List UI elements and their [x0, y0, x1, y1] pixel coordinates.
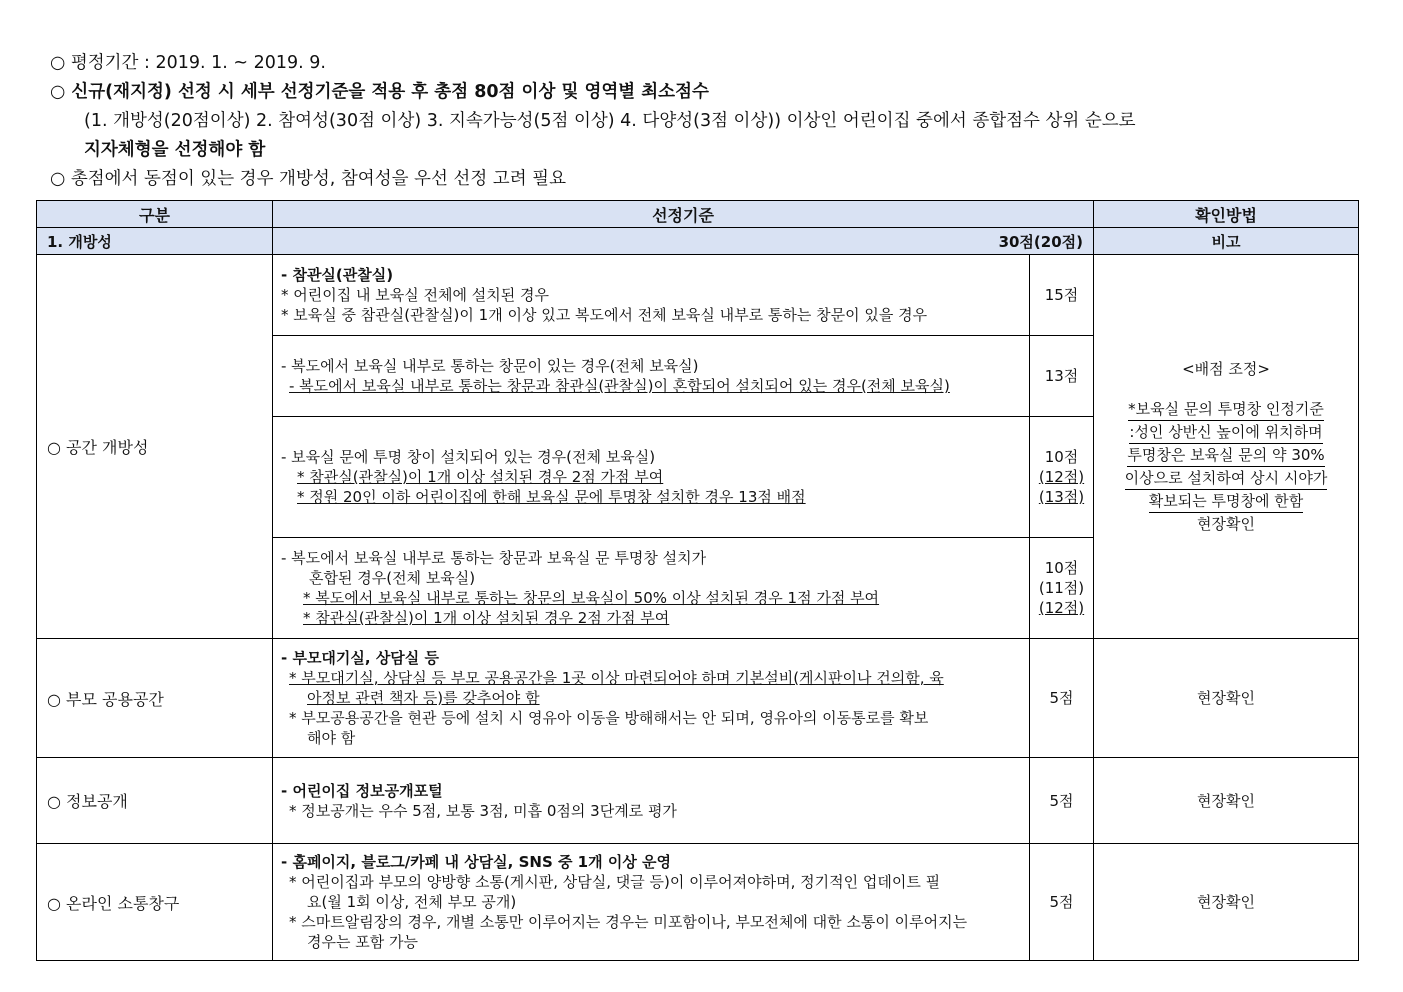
confirm-line: 투명창은 보육실 문의 약 30%	[1127, 444, 1324, 467]
criteria-line: * 부모대기실, 상담실 등 부모 공용공간을 1곳 이상 마련되어야 하며 기본설비(게시판이나 건의함, 육	[289, 669, 944, 687]
intro-criteria-detail: (1. 개방성(20점이상) 2. 참여성(30점 이상) 3. 지속가능성(5점 이상) 4. 다양성(3점 이상)) 이상인 어린이집 중에서 종합점수 상위 순으로	[84, 111, 1136, 131]
table-row	[37, 758, 1359, 844]
confirm-line: 이상으로 설치하여 상시 시야가	[1125, 467, 1328, 490]
score-value: (11점)	[1038, 579, 1085, 597]
criteria-cell	[273, 538, 1030, 639]
criteria-line: 요(월 1회 이상, 전체 부모 공개)	[307, 893, 517, 911]
score-value: 10점	[1044, 559, 1079, 577]
criteria-title: - 부모대기실, 상담실 등	[281, 649, 440, 667]
confirm-line: 확보되는 투명창에 한함	[1149, 490, 1303, 513]
table-row	[37, 255, 1359, 336]
criteria-line: * 스마트알림장의 경우, 개별 소통만 이루어지는 경우는 미포함이나, 부모전체에 대한 소통이 이루어지는	[289, 913, 968, 931]
criteria-title: - 참관실(관찰실)	[281, 266, 394, 284]
table-row	[37, 639, 1359, 758]
criteria-title: - 어린이집 정보공개포털	[281, 781, 443, 800]
criteria-cell	[273, 639, 1030, 758]
score-cell: 15점	[1030, 255, 1094, 336]
criteria-line: * 참관실(관찰실)이 1개 이상 설치된 경우 2점 가점 부여	[297, 468, 664, 486]
criteria-line: 아정보 관련 책자 등)를 갖추어야 함	[307, 689, 540, 707]
confirm-cell: 현장확인	[1094, 844, 1359, 961]
score-cell: 13점	[1030, 336, 1094, 417]
criteria-line: - 복도에서 보육실 내부로 통하는 창문과 참관실(관찰실)이 혼합되어 설치되어 있는 경우(전체 보육실)	[289, 377, 950, 395]
score-cell: 5점	[1030, 844, 1094, 961]
section-points: 30점(20점)	[273, 228, 1094, 255]
criteria-line: 해야 함	[307, 729, 356, 747]
confirm-method: 현장확인	[1197, 515, 1255, 533]
criteria-cell	[273, 336, 1030, 417]
section-name: 1. 개방성	[37, 228, 273, 255]
category-info: ○ 정보공개	[37, 758, 273, 844]
confirm-line: :성인 상반신 높이에 위치하며	[1129, 421, 1322, 444]
criteria-cell	[273, 417, 1030, 538]
criteria-line: * 정원 20인 이하 어린이집에 한해 보육실 문에 투명창 설치한 경우 13점 배점	[297, 488, 806, 506]
score-cell	[1030, 538, 1094, 639]
intro-block	[50, 49, 1370, 194]
score-cell: 5점	[1030, 758, 1094, 844]
confirm-cell: 현장확인	[1094, 758, 1359, 844]
confirm-note: <배점 조정>	[1182, 360, 1270, 378]
header-criteria: 선정기준	[273, 201, 1094, 228]
score-value: (12점)	[1038, 468, 1085, 486]
selection-criteria-table	[36, 200, 1359, 961]
criteria-cell	[273, 255, 1030, 336]
criteria-line: - 보육실 문에 투명 창이 설치되어 있는 경우(전체 보육실)	[281, 448, 656, 466]
criteria-line: * 정보공개는 우수 5점, 보통 3점, 미흡 0점의 3단계로 평가	[289, 801, 677, 820]
criteria-line: * 복도에서 보육실 내부로 통하는 창문의 보육실이 50% 이상 설치된 경우 1점 가점 부여	[303, 589, 880, 607]
section-note: 비고	[1094, 228, 1359, 255]
criteria-cell	[273, 758, 1030, 844]
criteria-line: * 부모공용공간을 현관 등에 설치 시 영유아 이동을 방해해서는 안 되며, 영유아의 이동통로를 확보	[289, 709, 929, 727]
table-header-row	[37, 201, 1359, 228]
score-value: (13점)	[1038, 488, 1085, 506]
criteria-title: - 홈페이지, 블로그/카페 내 상담실, SNS 중 1개 이상 운영	[281, 853, 672, 871]
criteria-line: 혼합된 경우(전체 보육실)	[309, 569, 476, 587]
intro-criteria: ○ 신규(재지정) 선정 시 세부 선정기준을 적용 후 총점 80점 이상 및 영역별 최소점수	[50, 82, 709, 102]
criteria-line: * 참관실(관찰실)이 1개 이상 설치된 경우 2점 가점 부여	[303, 609, 670, 627]
criteria-line: 경우는 포함 가능	[307, 933, 418, 951]
header-category: 구분	[37, 201, 273, 228]
score-value: (12점)	[1038, 599, 1085, 617]
confirm-cell-space	[1094, 255, 1359, 639]
section-row	[37, 228, 1359, 255]
criteria-cell	[273, 844, 1030, 961]
confirm-cell: 현장확인	[1094, 639, 1359, 758]
intro-tie-rule: ○ 총점에서 동점이 있는 경우 개방성, 참여성을 우선 선정 고려 필요	[50, 169, 566, 189]
score-value: 10점	[1044, 448, 1079, 466]
intro-criteria-end: 지자체형을 선정해야 함	[84, 140, 266, 160]
score-cell	[1030, 417, 1094, 538]
intro-period: ○ 평정기간 : 2019. 1. ~ 2019. 9.	[50, 53, 326, 73]
criteria-line: * 어린이집 내 보육실 전체에 설치된 경우	[281, 286, 549, 304]
category-online: ○ 온라인 소통창구	[37, 844, 273, 961]
header-confirm: 확인방법	[1094, 201, 1359, 228]
category-parent: ○ 부모 공용공간	[37, 639, 273, 758]
criteria-line: * 어린이집과 부모의 양방향 소통(게시판, 상담실, 댓글 등)이 이루어져야하며, 정기적인 업데이트 필	[289, 873, 941, 891]
criteria-line: - 복도에서 보육실 내부로 통하는 창문이 있는 경우(전체 보육실)	[281, 357, 699, 375]
table-row	[37, 844, 1359, 961]
score-cell: 5점	[1030, 639, 1094, 758]
category-space: ○ 공간 개방성	[37, 255, 273, 639]
criteria-line: - 복도에서 보육실 내부로 통하는 창문과 보육실 문 투명창 설치가	[281, 549, 707, 567]
criteria-line: * 보육실 중 참관실(관찰실)이 1개 이상 있고 복도에서 전체 보육실 내부로 통하는 창문이 있을 경우	[281, 306, 928, 324]
confirm-line: *보육실 문의 투명창 인정기준	[1128, 398, 1324, 421]
